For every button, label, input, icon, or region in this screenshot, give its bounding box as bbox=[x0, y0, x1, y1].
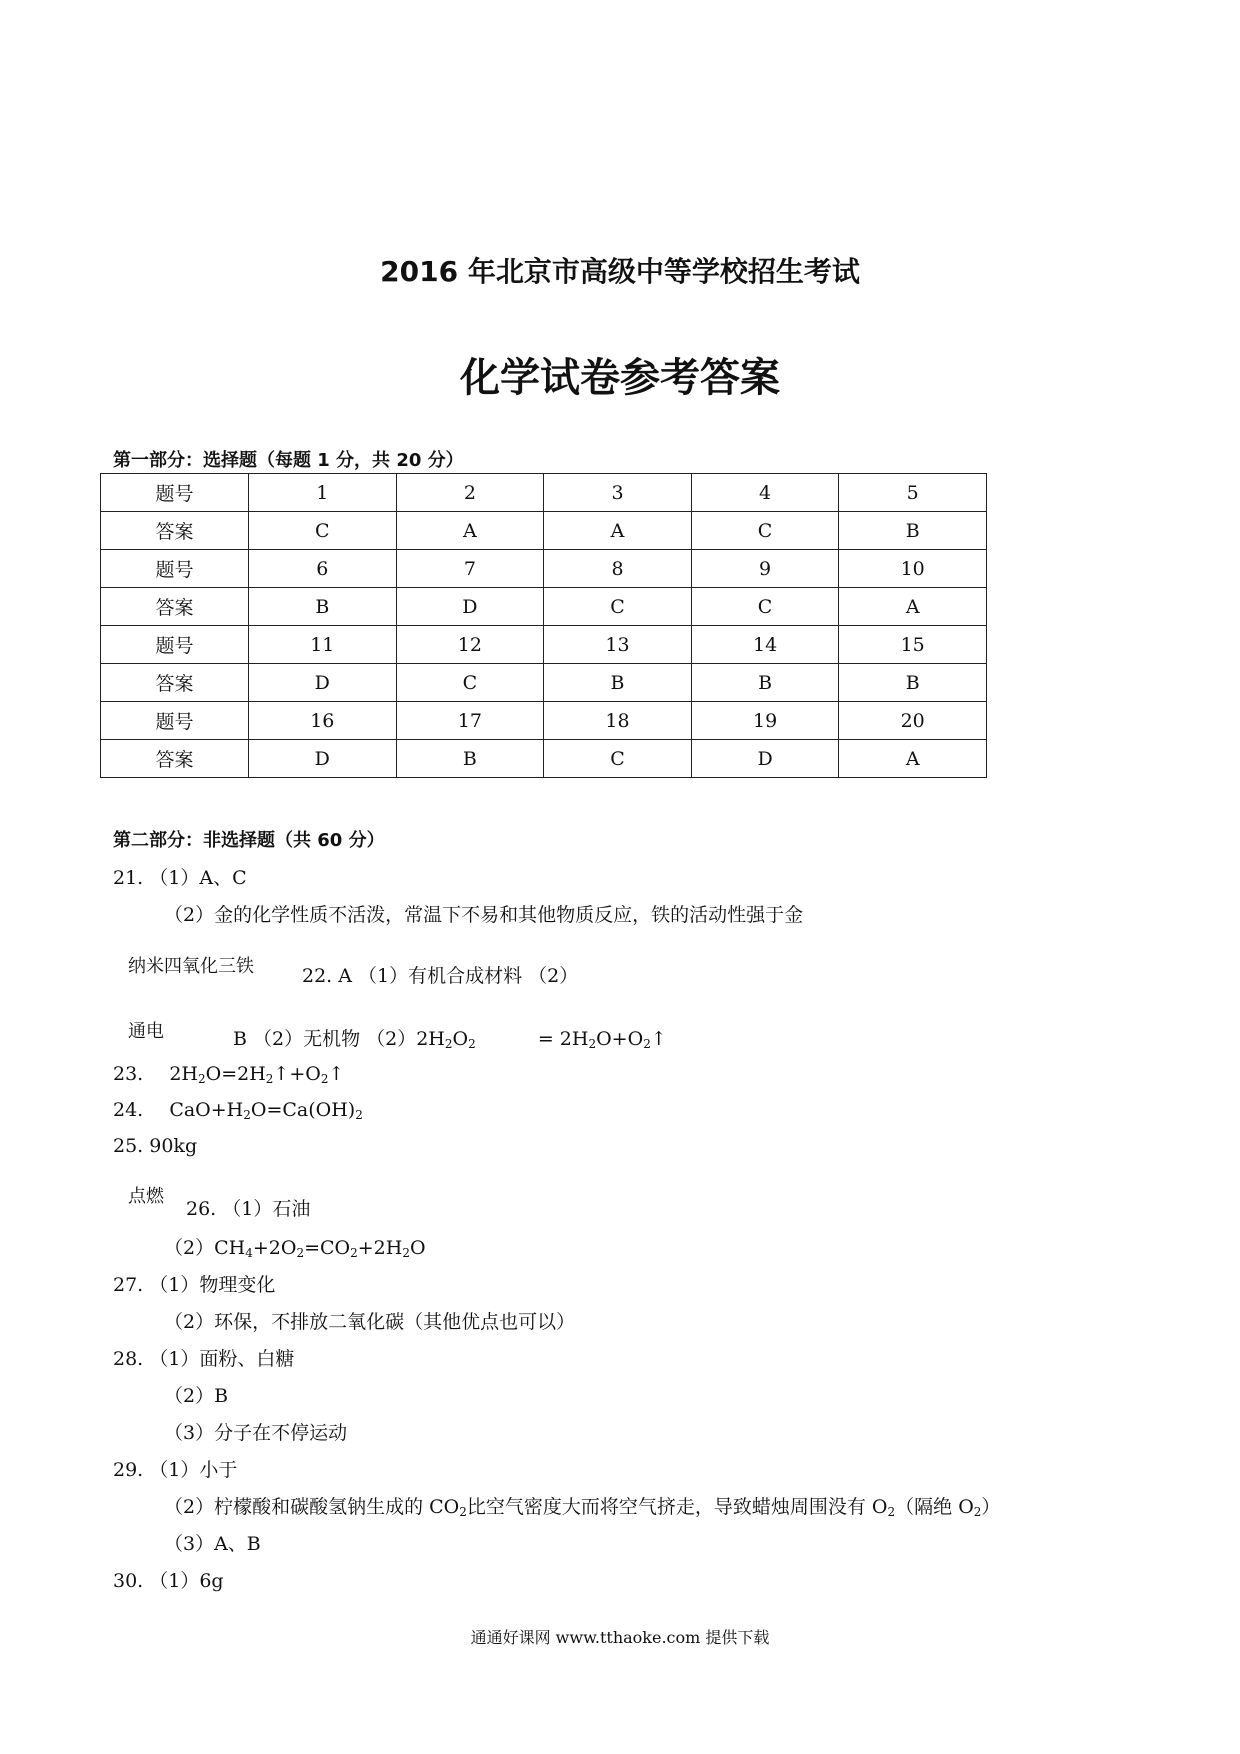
table-cell: D bbox=[249, 664, 397, 702]
table-cell: 12 bbox=[396, 626, 544, 664]
table-cell: 7 bbox=[396, 550, 544, 588]
answer-23: 23. $2H_2O=2H_2↑+O_2↑$ bbox=[113, 1063, 345, 1086]
answer-21-1: 21. （1）A、C bbox=[113, 867, 247, 889]
table-row bbox=[101, 550, 987, 588]
answer-22b: B （2）无机物 $(2)2H_2O_2$ = $2H_2O+O_2↑$ bbox=[233, 1028, 667, 1051]
answer-26-2: $(2)CH_4+2O_2=CO_2+2H_2O$ bbox=[164, 1237, 426, 1260]
table-cell: C bbox=[396, 664, 544, 702]
row-label: 答案 bbox=[101, 588, 249, 626]
row-label: 题号 bbox=[101, 702, 249, 740]
answer-21-2: （2）金的化学性质不活泼，常温下不易和其他物质反应，铁的活动性强于金 bbox=[164, 904, 804, 926]
table-cell: A bbox=[544, 512, 692, 550]
table-cell: 20 bbox=[839, 702, 987, 740]
label-nano-iron-oxide: 纳米四氧化三铁 bbox=[128, 956, 254, 977]
exam-title: 2016 年北京市高级中等学校招生考试 bbox=[380, 255, 860, 288]
table-cell: 11 bbox=[249, 626, 397, 664]
table-cell: C bbox=[544, 740, 692, 778]
answer-28-1: 28. （1）面粉、白糖 bbox=[113, 1348, 295, 1370]
table-cell: 15 bbox=[839, 626, 987, 664]
table-cell: B bbox=[544, 664, 692, 702]
table-row bbox=[101, 474, 987, 512]
row-label: 答案 bbox=[101, 512, 249, 550]
answer-29-3: （3）A、B bbox=[164, 1533, 261, 1555]
answer-27-2: （2）环保，不排放二氧化碳（其他优点也可以） bbox=[164, 1311, 576, 1333]
answer-26-1: 26. （1）石油 bbox=[186, 1198, 311, 1220]
row-label: 题号 bbox=[101, 474, 249, 512]
answer-22: 22. A （1）有机合成材料 （2） bbox=[302, 965, 579, 987]
table-cell: B bbox=[691, 664, 839, 702]
table-cell: 4 bbox=[691, 474, 839, 512]
table-cell: D bbox=[249, 740, 397, 778]
answer-27-1: 27. （1）物理变化 bbox=[113, 1274, 276, 1296]
label-electrolysis: 通电 bbox=[128, 1021, 164, 1042]
table-cell: 2 bbox=[396, 474, 544, 512]
table-cell: B bbox=[839, 512, 987, 550]
table-cell: A bbox=[839, 588, 987, 626]
table-cell: 10 bbox=[839, 550, 987, 588]
answer-30-1: 30. （1）6g bbox=[113, 1570, 224, 1592]
row-label: 题号 bbox=[101, 550, 249, 588]
table-cell: C bbox=[691, 588, 839, 626]
table-cell: A bbox=[839, 740, 987, 778]
answer-table bbox=[100, 473, 987, 778]
table-cell: C bbox=[544, 588, 692, 626]
table-cell: 16 bbox=[249, 702, 397, 740]
part1-heading: 第一部分：选择题（每题 1 分，共 20 分） bbox=[113, 450, 464, 471]
table-row bbox=[101, 626, 987, 664]
answer-29-1: 29. （1）小于 bbox=[113, 1459, 238, 1481]
table-cell: 9 bbox=[691, 550, 839, 588]
table-cell: 1 bbox=[249, 474, 397, 512]
table-cell: 3 bbox=[544, 474, 692, 512]
answer-28-3: （3）分子在不停运动 bbox=[164, 1422, 348, 1444]
table-row bbox=[101, 588, 987, 626]
footer-download-note: 通通好课网 www.tthaoke.com 提供下载 bbox=[470, 1628, 770, 1647]
table-cell: 17 bbox=[396, 702, 544, 740]
table-cell: D bbox=[396, 588, 544, 626]
table-cell: 8 bbox=[544, 550, 692, 588]
answer-29-2: （2）柠檬酸和碳酸氢钠生成的 $CO_2$比空气密度大而将空气挤走，导致蜡烛周围没有 $O_2$（隔绝 $O_2$） bbox=[164, 1496, 1001, 1519]
row-label: 题号 bbox=[101, 626, 249, 664]
row-label: 答案 bbox=[101, 664, 249, 702]
table-cell: 6 bbox=[249, 550, 397, 588]
table-cell: B bbox=[396, 740, 544, 778]
table-row bbox=[101, 664, 987, 702]
document-title: 化学试卷参考答案 bbox=[460, 355, 780, 401]
table-row bbox=[101, 702, 987, 740]
answer-25: 25. 90kg bbox=[113, 1135, 198, 1157]
table-cell: D bbox=[691, 740, 839, 778]
table-cell: 14 bbox=[691, 626, 839, 664]
table-cell: A bbox=[396, 512, 544, 550]
label-ignition: 点燃 bbox=[128, 1186, 164, 1207]
part2-heading: 第二部分：非选择题（共 60 分） bbox=[113, 830, 385, 851]
row-label: 答案 bbox=[101, 740, 249, 778]
answer-28-2: （2）B bbox=[164, 1385, 229, 1407]
table-cell: C bbox=[249, 512, 397, 550]
table-cell: 19 bbox=[691, 702, 839, 740]
table-row bbox=[101, 512, 987, 550]
table-cell: 5 bbox=[839, 474, 987, 512]
answer-24: 24. $CaO+H_2O=Ca(OH)_2$ bbox=[113, 1099, 363, 1122]
table-cell: 18 bbox=[544, 702, 692, 740]
table-cell: B bbox=[839, 664, 987, 702]
table-cell: 13 bbox=[544, 626, 692, 664]
table-cell: C bbox=[691, 512, 839, 550]
table-row bbox=[101, 740, 987, 778]
table-cell: B bbox=[249, 588, 397, 626]
